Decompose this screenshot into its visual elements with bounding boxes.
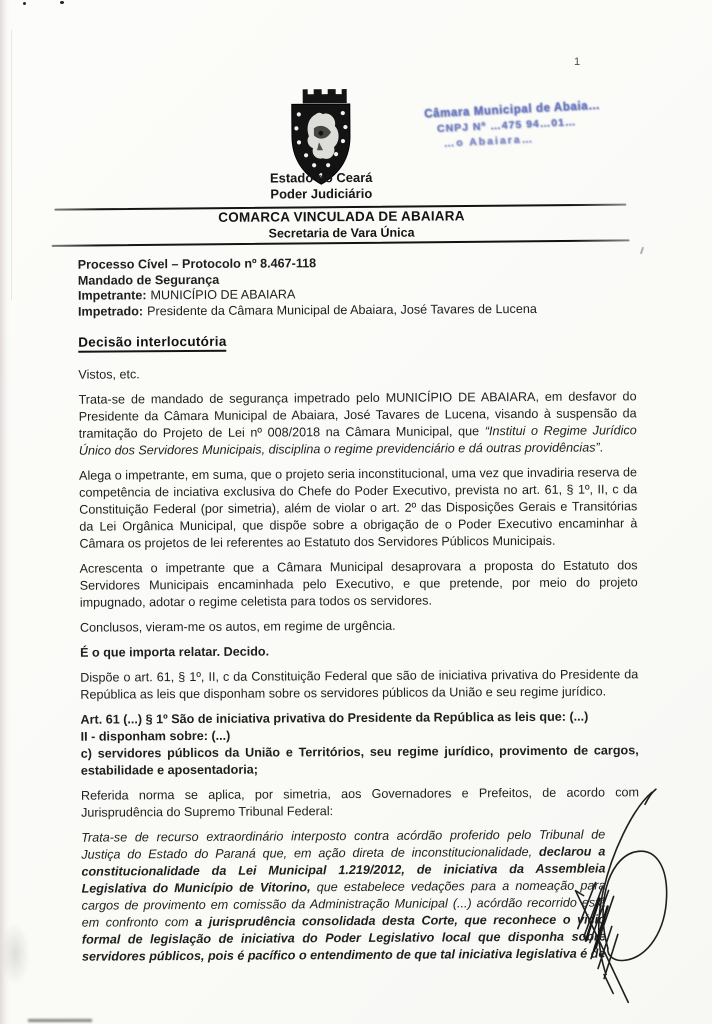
paragraph-jurisprudencia-quote: Trata-se de recurso extraordinário interposto contra acórdão proferido pelo Tribunal de Justiça do Estado do Paraná que, em ação direta de inconstitucionalidade, declarou a constitucionalidade da Lei Municipal 1.219/2012, de iniciativa da Assembleia Legislativa do Município de Vitorino, que estabelece vedações para a nomeação para cargos de provimento em comissão da Administração Municipal (...) acórdão recorrido está em confronto com a jurisprudência consolidada desta Corte, que reconhece o vício formal de legislação de iniciativa do Poder Legislativo local que disponha sobre servidores públicos, pois é pacífico o entendimento de que tal iniciativa legislativa é de xyxy=(81,827,606,964)
paragraph-relato-3: Acrescenta o impetrante que a Câmara Municipal desaprovara a proposta do Estatuto dos Servidores Municipais encaminhada pelo Executivo, e que pretende, por meio do projeto impugnado, adotar o regime celetista para todos os servidores. xyxy=(79,558,638,610)
issuing-authority xyxy=(201,169,441,202)
paragraph-relato-1: Trata-se de mandado de segurança impetrado pelo MUNICÍPIO DE ABAIARA, em desfavor do Presidente da Câmara Municipal de Abaiara, José Tavares de Lucena, visando à suspensão da tramitação do Projeto de Lei nº 008/2018 na Câmara Municipal, que “Institui o Regime Jurídico Único dos Servidores Municipais, disciplina o regime previdenciário e dá outras providências”. xyxy=(78,389,637,458)
signature-scribble-icon xyxy=(555,778,708,1019)
secretaria-subtitle: Secretaria de Vara Única xyxy=(268,225,415,241)
paragraph-decido: É o que importa relatar. Decido. xyxy=(80,644,270,660)
decision-title: Decisão interlocutória xyxy=(78,330,636,350)
paragraph-conclusos: Conclusos, vieram-me os autos, em regime de urgência. xyxy=(79,618,396,635)
stamp-line: CNPJ Nº …475 94…01… xyxy=(436,116,577,135)
paragraph-fundamento-1: Dispõe o art. 61, § 1º, II, c da Constituição Federal que são de iniciativa privativa do Presidente da República as leis que disponham sobre os servidores públicos da União e seu regime jurídico. xyxy=(80,667,639,702)
stamp-line: Câmara Municipal de Abaia… xyxy=(423,99,601,121)
paragraph-fundamento-2: Referida norma se aplica, por simetria, aos Governadores e Prefeitos, de acordo com Jurisprudência do Supremo Tribunal Federal: xyxy=(80,785,640,820)
stamp-line: …o Abaiara… xyxy=(443,133,535,150)
paragraph-citacao-art-61: Art. 61 (...) § 1º São de iniciativa privativa do Presidente da República as leis que: (...) II - disponham sobre: (...) c) servidores públicos da União e Territórios, seu regime jurídico, provimento de cargos, estabilidade e aposentadoria; xyxy=(80,709,639,778)
paragraph-vistos: Vistos, etc. xyxy=(78,367,140,382)
impetrado-row xyxy=(78,301,636,320)
action-type: Mandado de Segurança xyxy=(77,272,220,288)
impetrado-value: Presidente da Câmara Municipal de Abaiara, José Tavares de Lucena xyxy=(147,301,537,318)
impetrado-label: Impetrado: xyxy=(77,303,144,319)
blue-ink-stamp xyxy=(424,96,656,152)
process-number: Processo Cível – Protocolo nº 8.467-118 xyxy=(77,256,317,272)
comarca-title: COMARCA VINCULADA DE ABAIARA xyxy=(218,208,465,225)
impetrante-label: Impetrante: xyxy=(77,288,147,303)
branch-name: Poder Judiciário xyxy=(270,185,373,202)
case-info-block xyxy=(78,254,636,319)
page-number: 1 xyxy=(574,56,581,68)
paragraph-relato-2: Alega o impetrante, em suma, que o projeto seria inconstitucional, uma vez que invadiria reserva de competência de inciativa exclusiva do Chefe do Poder Executivo, prevista no art. 61, § 1º, II, c da Constituição Federal (por simetria), além de violar o art. 2º das Disposições Gerais e Transitórias da Lei Orgânica Municipal, que dispõe sobre a obrigação de o Poder Executivo encaminhar à Câmara os projetos de lei referentes ao Estatuto dos Servidores Públicos Municipais. xyxy=(78,465,638,551)
state-name: Estado do Ceará xyxy=(269,169,373,186)
impetrante-value: MUNICÍPIO DE ABAIARA xyxy=(150,287,296,303)
